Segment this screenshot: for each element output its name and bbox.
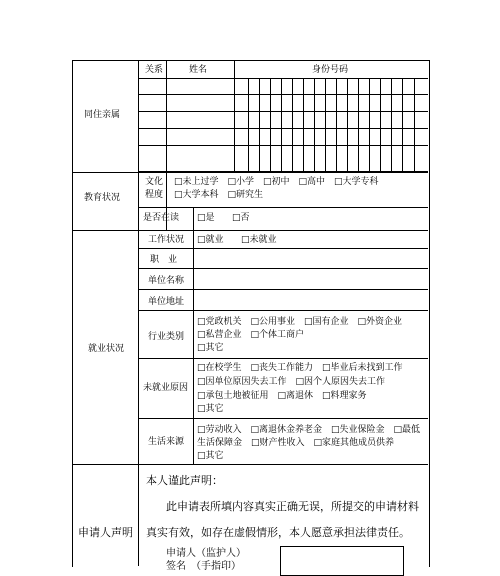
in-school-label: 是否在读: [143, 213, 180, 223]
cohabitant-row: [138, 112, 428, 129]
id-digit-divider: [281, 78, 282, 172]
income-options-row3[interactable]: □其它: [197, 451, 224, 461]
section-divider: [72, 464, 428, 465]
cohabitant-row: [138, 95, 428, 112]
occupation-label: 职 业: [150, 255, 178, 265]
col-name-header: 姓名: [189, 65, 208, 75]
cohabitant-row: [138, 129, 428, 146]
industry-options-row3[interactable]: □其它: [197, 343, 224, 353]
id-digit-divider: [369, 78, 370, 172]
row-line: [138, 248, 428, 249]
row-line: [138, 310, 428, 311]
employment-label: 就业状况: [88, 344, 125, 354]
education-label: 教育状况: [84, 193, 121, 203]
declaration-heading: 本人谨此声明：: [146, 474, 223, 487]
education-level-label-2: 程度: [145, 190, 164, 200]
section-divider: [72, 172, 428, 173]
reason-options-row1[interactable]: □在校学生 □丧失工作能力 □毕业后未找到工作: [197, 363, 403, 373]
employer-address-label: 单位地址: [148, 297, 185, 307]
education-options-row2[interactable]: □大学本科 □研究生: [174, 190, 264, 200]
industry-options-row2[interactable]: □私营企业 □个体工商户: [197, 330, 305, 340]
cohabitant-row: [138, 146, 428, 172]
id-digit-divider: [248, 78, 249, 172]
col-relation-header: 关系: [145, 65, 164, 75]
row-line: [138, 289, 428, 290]
reason-options-row3[interactable]: □承包土地被征用 □离退休 □料理家务: [197, 391, 367, 401]
industry-label: 行业类别: [148, 332, 185, 342]
education-level-label-1: 文化: [145, 177, 164, 187]
id-digit-divider: [270, 78, 271, 172]
id-digit-divider: [391, 78, 392, 172]
id-digit-divider: [414, 78, 415, 172]
id-digit-divider: [380, 78, 381, 172]
declaration-line2: 真实有效，如存在虚假情形，本人愿意承担法律责任。: [146, 526, 410, 539]
reason-options-row2[interactable]: □因单位原因失去工作 □因个人原因失去工作: [197, 377, 386, 387]
col-id-header: 身份号码: [312, 65, 349, 75]
id-digit-divider: [325, 78, 326, 172]
cohabitant-row: [138, 78, 428, 95]
id-digit-divider: [292, 78, 293, 172]
declaration-line1: 此申请表所填内容真实正确无误，所提交的申请材料: [166, 500, 419, 513]
id-digit-divider: [303, 78, 304, 172]
industry-options-row1[interactable]: □党政机关 □公用事业 □国有企业 □外资企业: [197, 317, 403, 327]
id-digit-divider: [259, 78, 260, 172]
education-options-row1[interactable]: □未上过学 □小学 □初中 □高中 □大学专科: [174, 177, 379, 187]
row-line: [138, 358, 428, 359]
id-digit-divider: [336, 78, 337, 172]
signature-box[interactable]: [280, 546, 404, 576]
section-divider: [72, 230, 428, 231]
id-digit-divider: [347, 78, 348, 172]
income-options-row1[interactable]: □劳动收入 □离退休金养老金 □失业保险金 □最低: [197, 425, 421, 435]
unemployed-checkbox[interactable]: □未就业: [241, 235, 277, 245]
cohabitants-label: 同住亲属: [84, 110, 121, 120]
income-options-row2[interactable]: 生活保障金 □财产性收入 □家庭其他成员供养: [197, 438, 395, 448]
id-digit-divider: [314, 78, 315, 172]
in-school-yes-checkbox[interactable]: □是: [197, 213, 215, 223]
work-status-label: 工作状况: [148, 235, 185, 245]
row-line: [138, 207, 428, 208]
reason-options-row4[interactable]: □其它: [197, 404, 224, 414]
income-source-label: 生活来源: [148, 437, 185, 447]
row-line: [138, 268, 428, 269]
id-digit-divider: [358, 78, 359, 172]
employment-label-divider: [193, 230, 194, 464]
signer-line1: 申请人（监护人）: [166, 548, 246, 559]
declaration-label: 申请人声明: [78, 526, 133, 539]
id-digit-divider: [402, 78, 403, 172]
row-line: [138, 418, 428, 419]
employer-name-label: 单位名称: [148, 276, 185, 286]
in-school-divider: [193, 207, 194, 230]
unemployment-reason-label: 未就业原因: [143, 383, 189, 393]
in-school-no-checkbox[interactable]: □否: [232, 213, 250, 223]
signer-line2: 签名 （手指印）: [166, 561, 241, 572]
employed-checkbox[interactable]: □就业: [197, 235, 224, 245]
